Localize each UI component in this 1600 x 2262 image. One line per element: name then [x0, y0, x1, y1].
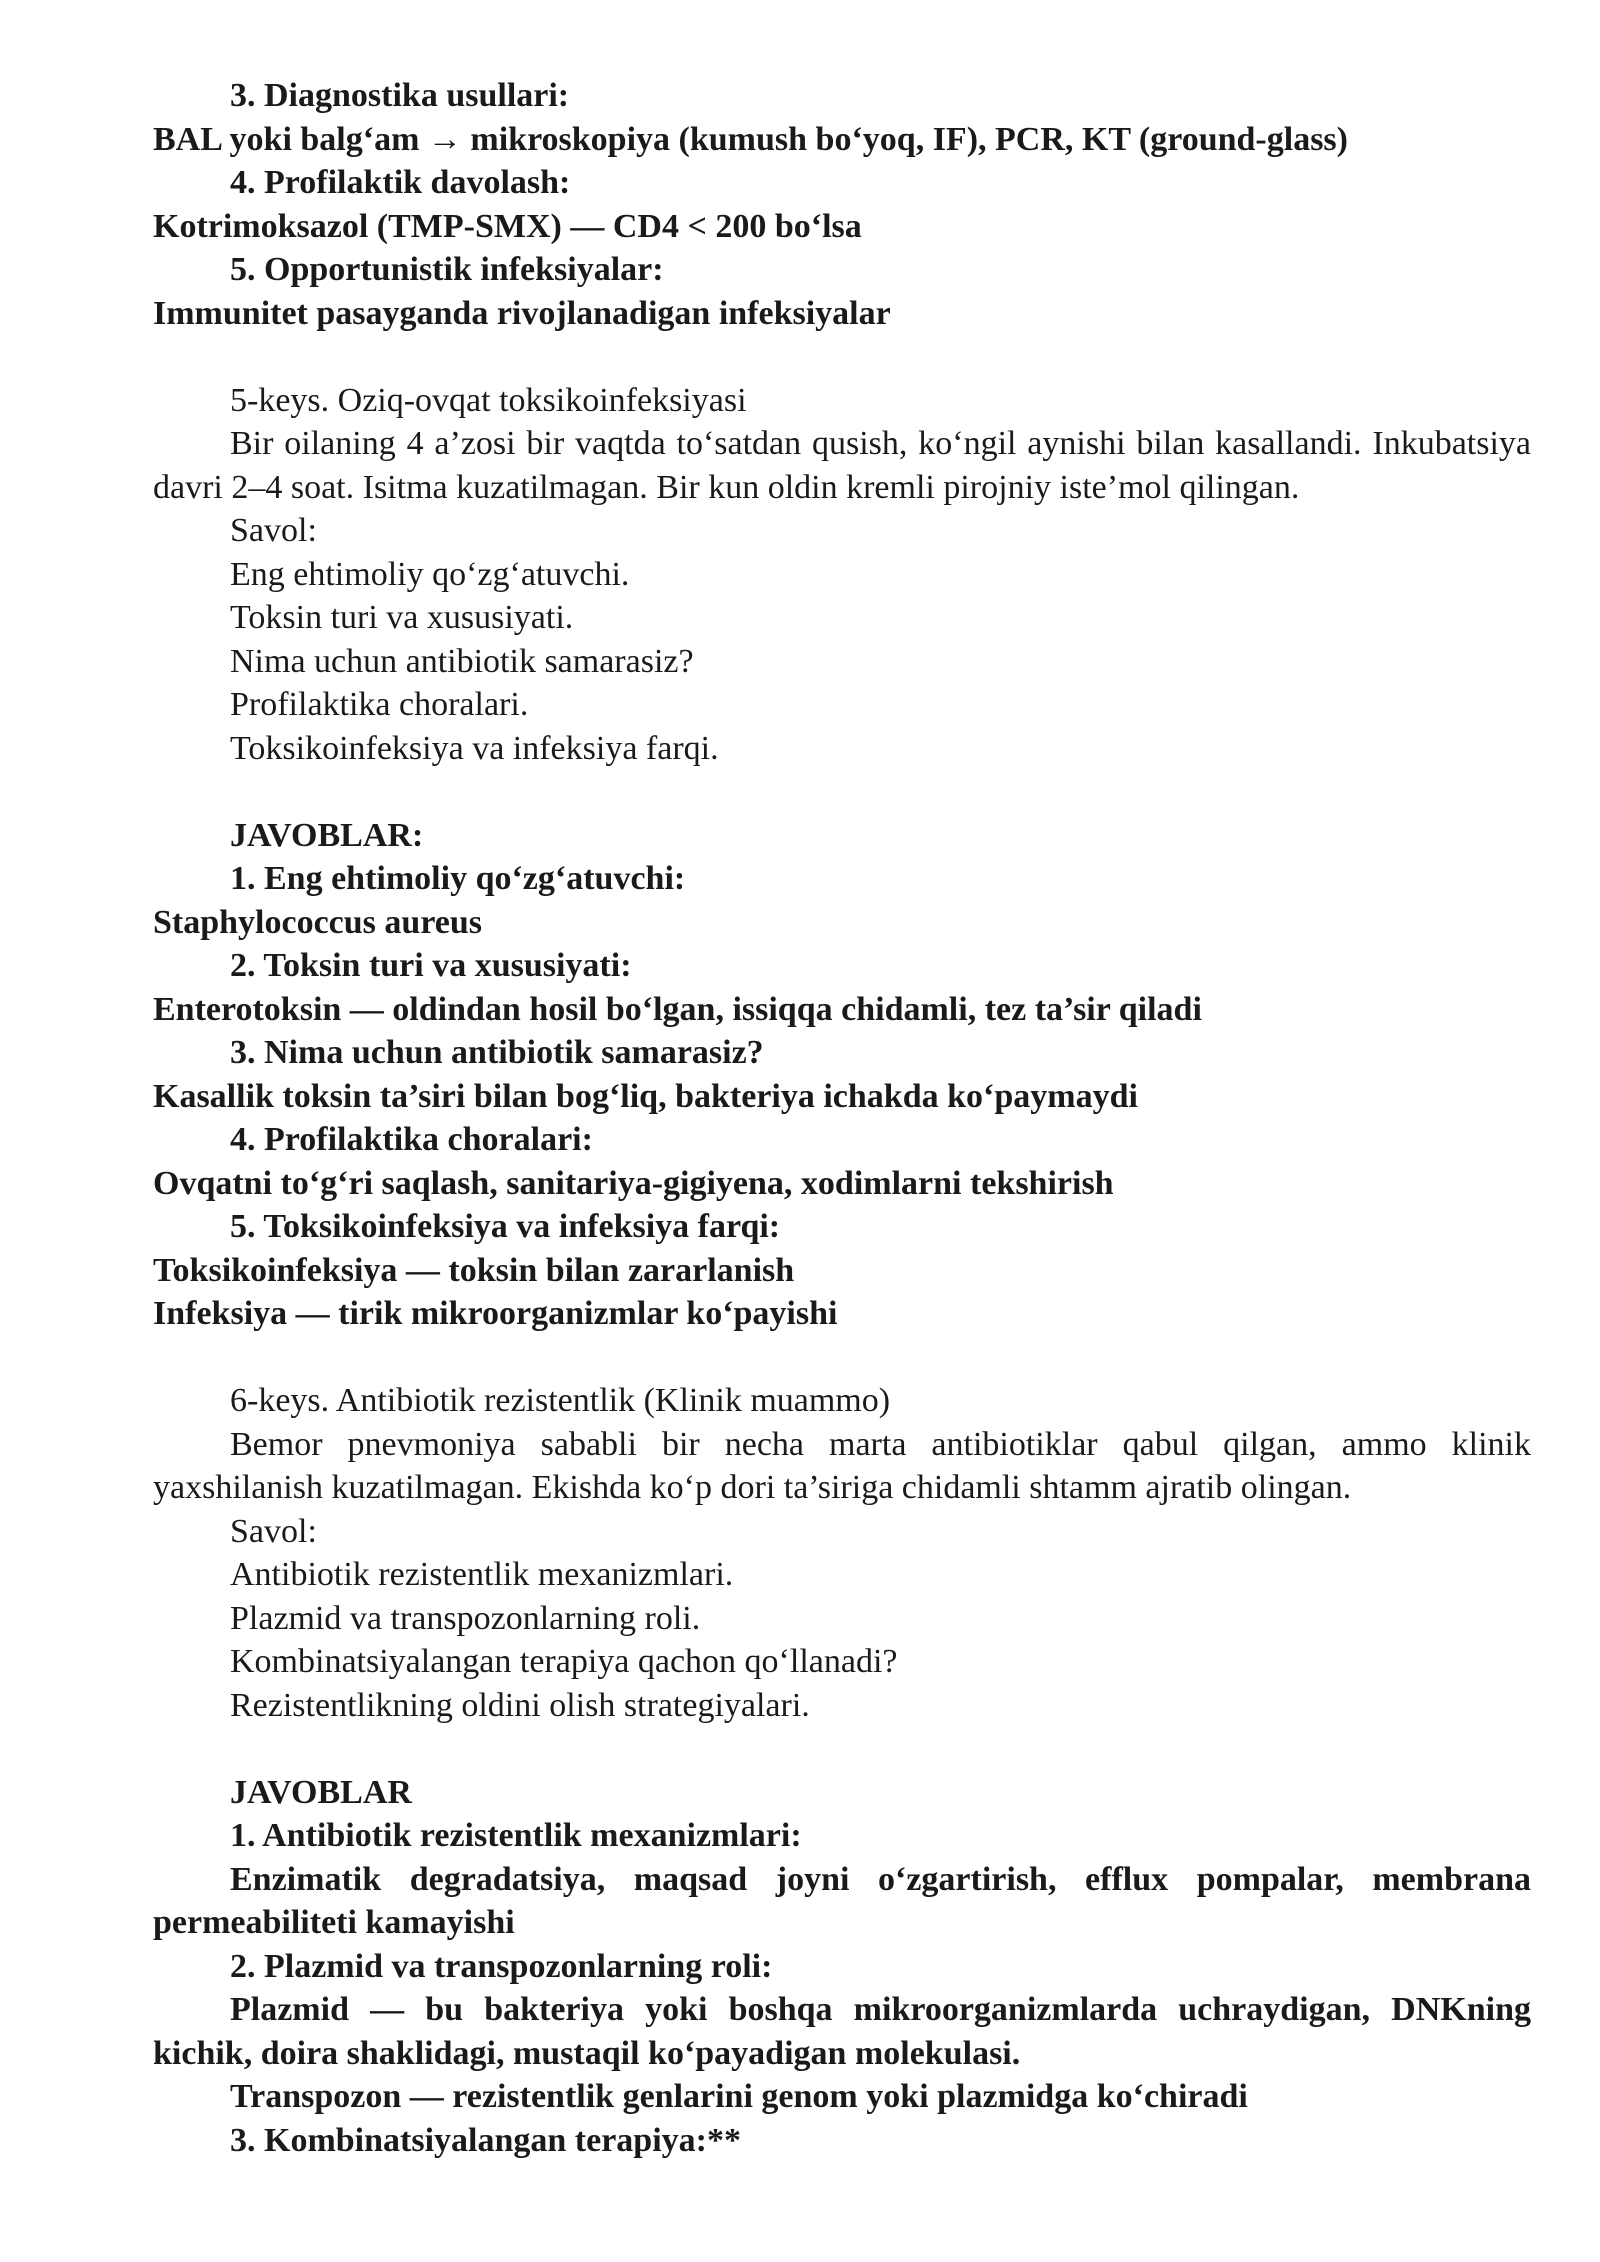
case5-answer-text-5a: Toksikoinfeksiya — toksin bilan zararlanish [153, 1251, 795, 1289]
answer-text-3: BAL yoki balg‘am → mikroskopiya (kumush bo‘yoq, IF), PCR, KT (ground-glass) [153, 120, 1348, 158]
case5-answer-text-5b: Infeksiya — tirik mikroorganizmlar ko‘payishi [153, 1295, 838, 1332]
case6-answer-transpozon: Transpozon — rezistentlik genlarini genom yoki plazmidga ko‘chiradi [230, 2078, 1248, 2115]
case5-question-3: Nima uchun antibiotik samarasiz? [230, 642, 694, 680]
case5-answer-question-5: 5. Toksikoinfeksiya va infeksiya farqi: [230, 1208, 781, 1245]
document-page [153, 74, 1531, 2162]
case5-title: 5-keys. Oziq-ovqat toksikoinfeksiyasi [230, 381, 747, 419]
spacer [153, 335, 1531, 379]
case5-answer-question-3: 3. Nima uchun antibiotik samarasiz? [230, 1034, 764, 1071]
case5-answer-question-2: 2. Toksin turi va xususiyati: [230, 947, 632, 984]
case5-answer-text-1: Staphylococcus aureus [153, 903, 483, 941]
case5-answer-question-4: 4. Profilaktika choralari: [230, 1121, 593, 1158]
case6-answers-heading: JAVOBLAR [230, 1773, 412, 1811]
case5-answer-text-3: Kasallik toksin ta’siri bilan bog‘liq, bakteriya ichakda ko‘paymaydi [153, 1077, 1138, 1115]
case6-question-4: Rezistentlikning oldini olish strategiyalari. [230, 1686, 810, 1724]
case5-answer-text-2: Enterotoksin — oldindan hosil bo‘lgan, issiqqa chidamli, tez ta’sir qiladi [153, 990, 1202, 1028]
answer-question-4: 4. Profilaktik davolash: [230, 164, 571, 201]
spacer [153, 1336, 1531, 1380]
answer-question-5: 5. Opportunistik infeksiyalar: [230, 251, 664, 288]
case6-answer-question-2: 2. Plazmid va transpozonlarning roli: [230, 1947, 773, 1985]
case6-title: 6-keys. Antibiotik rezistentlik (Klinik muammo) [230, 1382, 891, 1419]
case5-question-label: Savol: [230, 512, 317, 549]
case6-answer-question-1: 1. Antibiotik rezistentlik mexanizmlari: [230, 1817, 802, 1854]
spacer [153, 770, 1531, 814]
case6-answer-question-3: 3. Kombinatsiyalangan terapiya:** [230, 2121, 741, 2159]
case5-answers-heading: JAVOBLAR: [230, 816, 424, 854]
case6-answer-text-1: Enzimatik degradatsiya, maqsad joyni o‘zgartirish, efflux pompalar, membrana permeabiliteti kamayishi [153, 1860, 1531, 1941]
case6-question-3: Kombinatsiyalangan terapiya qachon qo‘llanadi? [230, 1643, 898, 1680]
case5-question-2: Toksin turi va xususiyati. [230, 599, 574, 636]
case5-answer-question-1: 1. Eng ehtimoliy qo‘zg‘atuvchi: [230, 860, 686, 897]
answer-question-3: 3. Diagnostika usullari: [230, 77, 570, 114]
case6-description: Bemor pnevmoniya sababli bir necha marta antibiotiklar qabul qilgan, ammo klinik yaxshilanish kuzatilmagan. Ekishda ko‘p dori ta’siriga chidamli shtamm ajratib olingan. [153, 1425, 1531, 1506]
case5-description: Bir oilaning 4 a’zosi bir vaqtda to‘satdan qusish, ko‘ngil aynishi bilan kasallandi. Inkubatsiya davri 2–4 soat. Isitma kuzatilmagan. Bir kun oldin kremli pirojniy iste’mol qilingan. [153, 425, 1531, 506]
case5-answer-text-4: Ovqatni to‘g‘ri saqlash, sanitariya-gigiyena, xodimlarni tekshirish [153, 1164, 1114, 1202]
case5-question-4: Profilaktika choralari. [230, 686, 529, 723]
answer-text-4: Kotrimoksazol (TMP-SMX) — CD4 < 200 bo‘lsa [153, 207, 862, 245]
case6-answer-plazmid: Plazmid — bu bakteriya yoki boshqa mikroorganizmlarda uchraydigan, DNKning kichik, doira shaklidagi, mustaqil ko‘payadigan molekulasi. [153, 1991, 1531, 2072]
case5-question-1: Eng ehtimoliy qo‘zg‘atuvchi. [230, 555, 630, 593]
case6-question-2: Plazmid va transpozonlarning roli. [230, 1599, 701, 1637]
case6-question-1: Antibiotik rezistentlik mexanizmlari. [230, 1556, 734, 1593]
case6-question-label: Savol: [230, 1512, 317, 1550]
spacer [153, 1727, 1531, 1771]
answer-text-5: Immunitet pasayganda rivojlanadigan infeksiyalar [153, 294, 891, 332]
case5-question-5: Toksikoinfeksiya va infeksiya farqi. [230, 729, 719, 767]
